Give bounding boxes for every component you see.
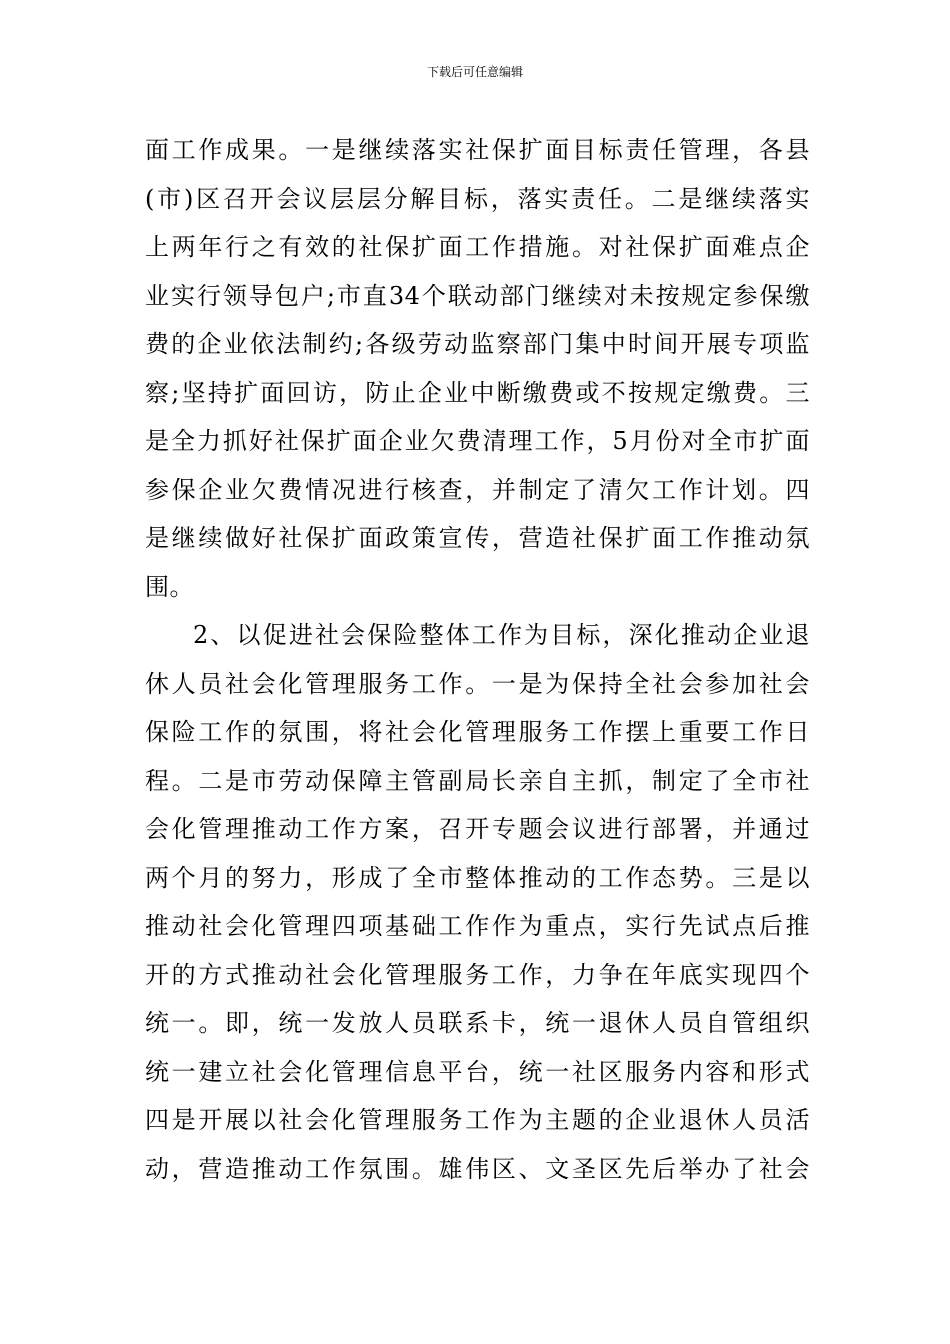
text-line: 参保企业欠费情况进行核查，并制定了清欠工作计划。四 (145, 475, 810, 504)
text-line: 程。二是市劳动保障主管副局长亲自主抓，制定了全市社 (145, 766, 810, 795)
text-line: 休人员社会化管理服务工作。一是为保持全社会参加社会 (145, 669, 810, 698)
text-line: 统一。即，统一发放人员联系卡，统一退休人员自管组织 (145, 1009, 810, 1037)
text-line: 上两年行之有效的社保扩面工作措施。对社保扩面难点企 (145, 233, 810, 261)
text-line: 业实行领导包户;市直34个联动部门继续对未按规定参保缴 (145, 281, 810, 310)
text-line: (市)区召开会议层层分解目标，落实责任。二是继续落实 (145, 184, 810, 213)
document-body (145, 126, 810, 1193)
text-line: 推动社会化管理四项基础工作作为重点，实行先试点后推 (145, 912, 810, 940)
text-line: 面工作成果。一是继续落实社保扩面目标责任管理，各县 (145, 136, 810, 164)
text-line: 动，营造推动工作氛围。雄伟区、文圣区先后举办了社会 (145, 1154, 810, 1183)
page-header: 下载后可任意编辑 (426, 65, 523, 79)
text-line: 是全力抓好社保扩面企业欠费清理工作，5月份对全市扩面 (145, 427, 810, 455)
text-line: 统一建立社会化管理信息平台，统一社区服务内容和形式 (145, 1057, 810, 1086)
text-line: 开的方式推动社会化管理服务工作，力争在年底实现四个 (145, 960, 810, 989)
paragraph-first-line: 2、以促进社会保险整体工作为目标，深化推动企业退 (193, 621, 810, 649)
text-line: 会化管理推动工作方案，召开专题会议进行部署，并通过 (145, 815, 810, 843)
text-line: 费的企业依法制约;各级劳动监察部门集中时间开展专项监 (145, 330, 810, 358)
text-line: 是继续做好社保扩面政策宣传，营造社保扩面工作推动氛 (145, 524, 810, 552)
text-line: 保险工作的氛围，将社会化管理服务工作摆上重要工作日 (145, 718, 810, 746)
text-line: 四是开展以社会化管理服务工作为主题的企业退休人员活 (145, 1106, 810, 1134)
text-line: 察;坚持扩面回访，防止企业中断缴费或不按规定缴费。三 (145, 378, 810, 407)
text-line: 两个月的努力，形成了全市整体推动的工作态势。三是以 (145, 863, 810, 892)
text-line: 围。 (145, 572, 194, 601)
